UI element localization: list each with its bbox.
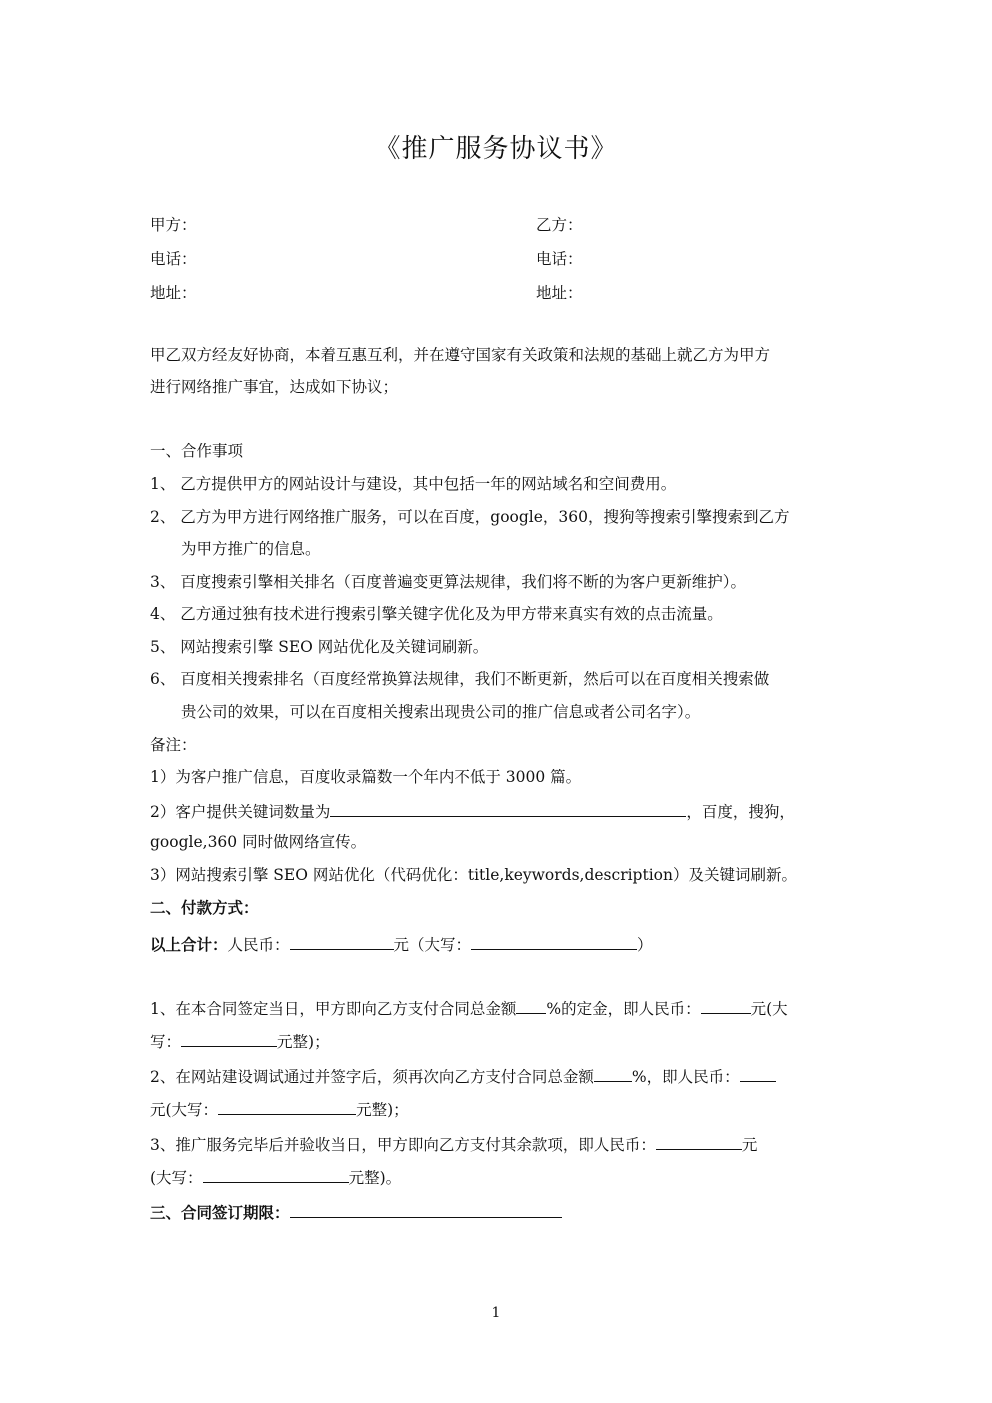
item-5: 5、 网站搜索引擎 SEO 网站优化及关键词刷新。: [150, 638, 489, 656]
total-close: ）: [637, 936, 653, 954]
payment-2-text-d: 元整)；: [356, 1101, 409, 1119]
total-words-blank: [471, 932, 637, 950]
payment-1-line-1: [150, 996, 788, 1020]
intro-line-2: 进行网络推广事宜，达成如下协议；: [150, 378, 399, 396]
payment-1-amount-blank: [701, 996, 751, 1014]
payment-1-percent-blank: [516, 996, 546, 1014]
party-b-label: 乙方：: [536, 216, 583, 234]
total-rmb-label: 人民币：: [227, 936, 290, 954]
payment-2-amount-blank: [740, 1064, 776, 1082]
contract-term-blank: [290, 1200, 562, 1218]
payment-1-text-e: 元整)；: [277, 1033, 330, 1051]
payment-3-line-2: [150, 1165, 401, 1189]
payment-2-line-2: [150, 1097, 409, 1121]
payment-1-text-d: 写：: [150, 1033, 182, 1051]
address-a-label: 地址：: [150, 284, 197, 302]
phone-a-label: 电话：: [150, 250, 197, 268]
remark-2-line-2: google,360 同时做网络宣传。: [150, 833, 367, 851]
payment-1-words-blank: [181, 1029, 277, 1047]
section1-heading: 一、合作事项: [150, 442, 244, 460]
payment-2-words-blank: [218, 1097, 356, 1115]
total-line: [150, 932, 653, 956]
keyword-count-blank: [330, 799, 686, 817]
remark-2-prefix: 2）客户提供关键词数量为: [150, 803, 331, 821]
remark-1: 1）为客户推广信息，百度收录篇数一个年内不低于 3000 篇。: [150, 768, 582, 786]
payment-1-text-c: 元(大: [750, 1000, 788, 1018]
item-2-line-2: 为甲方推广的信息。: [181, 540, 321, 558]
payment-3-text-d: 元整)。: [348, 1169, 402, 1187]
section2-heading: 二、付款方式：: [150, 898, 259, 917]
total-label: 以上合计：: [150, 935, 228, 954]
payment-2-percent-blank: [594, 1064, 632, 1082]
remark-2-line-1: [150, 799, 795, 823]
payment-2-line-1: [150, 1064, 776, 1088]
payment-3-text-c: (大写：: [150, 1169, 203, 1187]
payment-2-text-b: %，即人民币：: [631, 1068, 740, 1086]
item-1: 1、 乙方提供甲方的网站设计与建设，其中包括一年的网站域名和空间费用。: [150, 475, 677, 493]
item-4: 4、 乙方通过独有技术进行搜索引擎关键字优化及为甲方带来真实有效的点击流量。: [150, 605, 723, 623]
document-title: 《推广服务协议书》: [374, 134, 618, 164]
remark-2-suffix: ，百度，搜狗，: [686, 803, 795, 821]
payment-1-line-2: [150, 1029, 330, 1053]
section3-line: [150, 1200, 562, 1224]
item-6-line-1: 6、 百度相关搜索排名（百度经常换算法规律，我们不断更新，然后可以在百度相关搜索做: [150, 670, 770, 688]
payment-3-text-b: 元: [741, 1136, 758, 1154]
party-a-label: 甲方：: [150, 216, 197, 234]
section3-heading: 三、合同签订期限：: [150, 1203, 290, 1222]
payment-3-amount-blank: [656, 1132, 742, 1150]
payment-2-text-a: 2、在网站建设调试通过并签字后，须再次向乙方支付合同总金额: [150, 1068, 594, 1086]
page-number: 1: [491, 1305, 501, 1321]
total-amount-blank: [290, 932, 394, 950]
payment-2-text-c: 元(大写：: [150, 1101, 219, 1119]
phone-b-label: 电话：: [536, 250, 583, 268]
remark-label: 备注：: [150, 736, 197, 754]
payment-1-text-a: 1、在本合同签定当日，甲方即向乙方支付合同总金额: [150, 1000, 517, 1018]
item-2-line-1: 2、 乙方为甲方进行网络推广服务，可以在百度，google，360，搜狗等搜索引擎搜索到乙方: [150, 508, 790, 526]
intro-line-1: 甲乙双方经友好协商，本着互惠互利，并在遵守国家有关政策和法规的基础上就乙方为甲方: [150, 346, 771, 364]
item-3: 3、 百度搜索引擎相关排名（百度普遍变更算法规律，我们将不断的为客户更新维护）。: [150, 573, 747, 591]
payment-1-text-b: %的定金，即人民币：: [546, 1000, 701, 1018]
payment-3-line-1: [150, 1132, 757, 1156]
address-b-label: 地址：: [536, 284, 583, 302]
payment-3-text-a: 3、推广服务完毕后并验收当日，甲方即向乙方支付其余款项，即人民币：: [150, 1136, 656, 1154]
remark-3: 3）网站搜索引擎 SEO 网站优化（代码优化：title,keywords,description）及关键词刷新。: [150, 866, 797, 884]
item-6-line-2: 贵公司的效果，可以在百度相关搜索出现贵公司的推广信息或者公司名字）。: [181, 703, 701, 721]
payment-3-words-blank: [203, 1165, 349, 1183]
total-yuan-label: 元（大写：: [393, 936, 472, 954]
